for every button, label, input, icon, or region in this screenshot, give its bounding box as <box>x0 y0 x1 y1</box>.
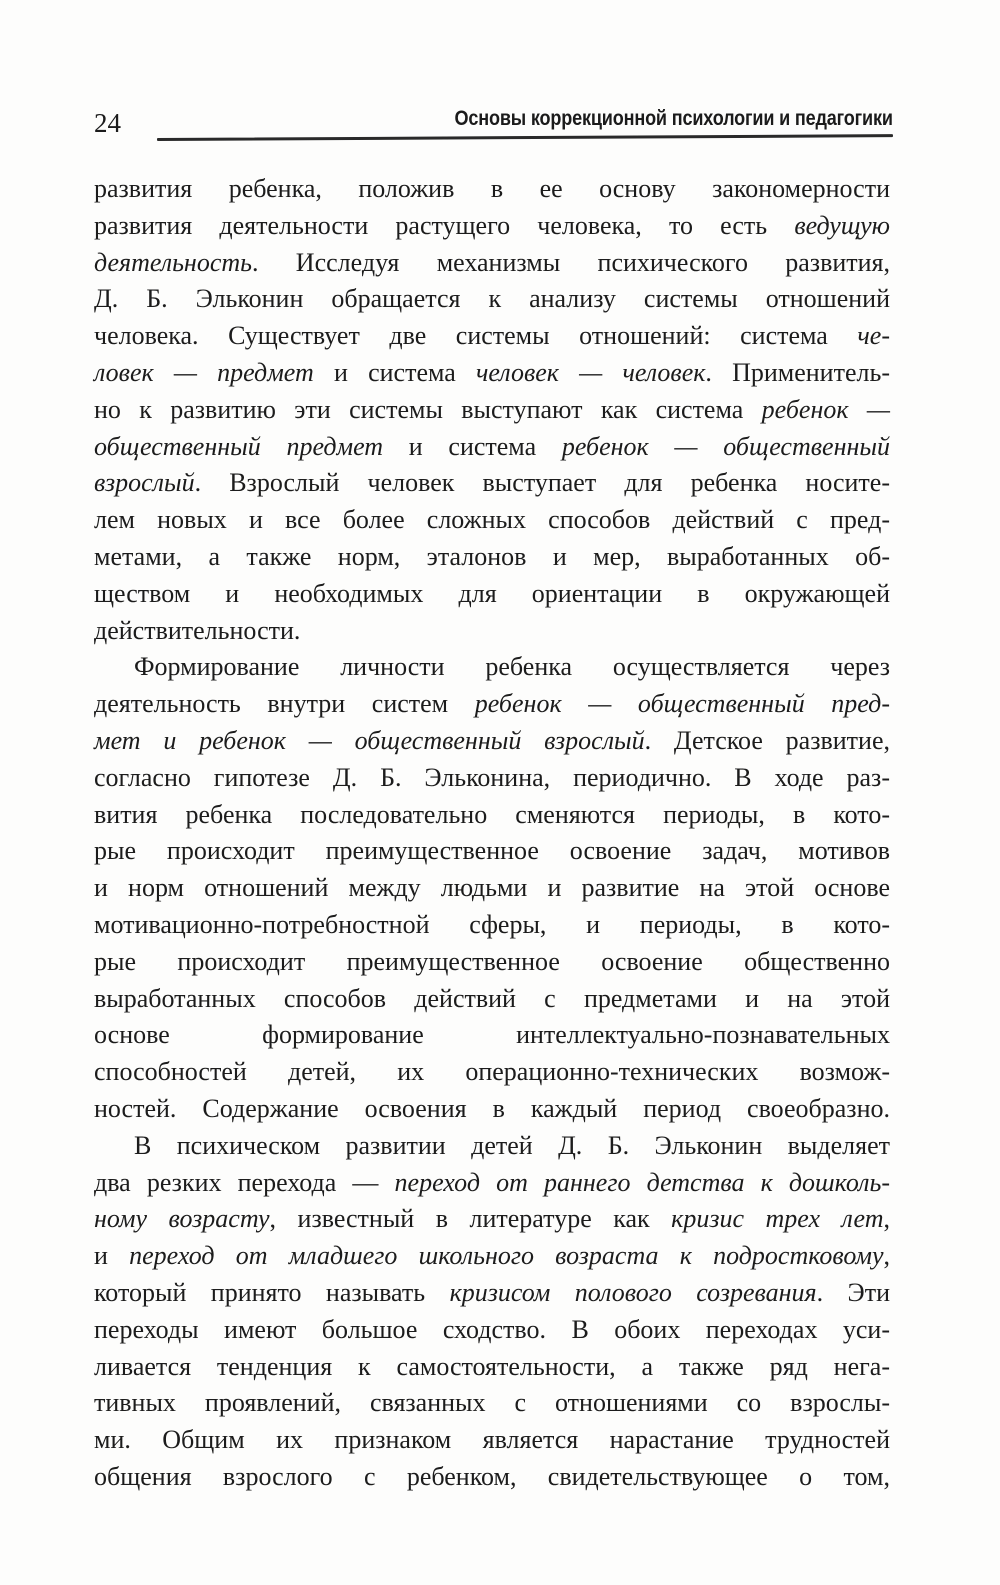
text-line <box>94 870 890 907</box>
text-run: переходы имеют большое сходство. В обоих переходах уси- <box>94 1314 890 1344</box>
text-line <box>94 1275 890 1312</box>
text-run: , <box>883 1204 890 1234</box>
text-line <box>94 1349 890 1386</box>
text-run: вития ребенка последовательно сменяются периоды, в кото- <box>94 799 890 829</box>
paragraph-1 <box>94 171 890 649</box>
text-run: основе формирование интеллектуально-познавательных <box>94 1020 890 1050</box>
text-line <box>94 208 890 245</box>
italic-text-run: ребенок — <box>761 394 891 424</box>
text-run: и система <box>313 357 476 387</box>
text-line <box>94 465 890 502</box>
text-run: лем новых и все более сложных способов действий с пред- <box>94 505 890 535</box>
text-line <box>94 429 890 466</box>
text-run: рые происходит преимущественное освоение общественно <box>94 946 890 976</box>
text-line <box>94 502 890 539</box>
text-line <box>94 1054 890 1091</box>
text-run: но к развитию эти системы выступают как система <box>94 394 762 424</box>
italic-text-run: мет и ребенок — общественный взрослый <box>94 725 645 755</box>
body-text <box>94 171 890 1496</box>
text-line <box>94 1165 890 1202</box>
text-line <box>94 760 890 797</box>
text-run: , известный в литературе как <box>269 1204 672 1234</box>
text-run: мотивационно-потребностной сферы, и периоды, в кото- <box>94 909 890 939</box>
text-run: согласно гипотезе Д. Б. Эльконина, периодично. В ходе раз- <box>94 762 890 792</box>
text-run: тивных проявлений, связанных с отношениями со взрослы- <box>94 1388 890 1418</box>
italic-text-run: ребенок — общественный пред- <box>474 689 890 719</box>
italic-text-run: ному возрасту <box>94 1204 270 1234</box>
italic-text-run: че- <box>857 321 890 351</box>
text-line <box>94 1091 890 1128</box>
text-run: . Детское развитие, <box>644 725 890 755</box>
text-line <box>94 797 890 834</box>
text-line <box>94 171 890 208</box>
italic-text-run: взрослый <box>94 468 195 498</box>
italic-text-run: ведущую <box>794 210 890 240</box>
text-line <box>94 649 890 686</box>
text-run: деятельность внутри систем <box>94 689 475 719</box>
text-line <box>94 318 890 355</box>
text-run: . Применитель- <box>705 357 890 387</box>
italic-text-run: ловек — предмет <box>94 357 314 387</box>
text-line <box>94 907 890 944</box>
text-run: Д. Б. Эльконин обращается к анализу системы отношений <box>94 284 890 314</box>
text-run: рые происходит преимущественное освоение задач, мотивов <box>94 836 890 866</box>
italic-text-run: ребенок — общественный <box>561 431 890 461</box>
text-line <box>94 355 890 392</box>
header-rule <box>157 134 893 141</box>
text-run: два резких перехода — <box>94 1167 395 1197</box>
italic-text-run: человек — человек <box>476 357 706 387</box>
text-line <box>94 1017 890 1054</box>
text-run: , <box>883 1241 890 1271</box>
text-run: развития деятельности растущего человека, то есть <box>94 210 795 240</box>
italic-text-run: деятельность <box>94 247 252 277</box>
text-line <box>94 1128 890 1165</box>
text-run: и <box>94 1241 130 1271</box>
italic-text-run: переход от раннего детства к дошколь- <box>394 1167 891 1197</box>
italic-text-run: кризисом полового созревания <box>449 1277 817 1307</box>
paragraph-2 <box>94 649 890 1127</box>
text-line <box>94 1312 890 1349</box>
text-run: метами, а также норм, эталонов и мер, выработанных об- <box>94 541 890 571</box>
text-line <box>94 833 890 870</box>
text-line <box>94 281 890 318</box>
text-run: и норм отношений между людьми и развитие на этой основе <box>94 873 890 903</box>
text-run: способностей детей, их операционно-технических возмож- <box>94 1057 890 1087</box>
text-run: который принято называть <box>94 1277 450 1307</box>
text-run: выработанных способов действий с предметами и на этой <box>94 983 890 1013</box>
italic-text-run: кризис трех лет <box>671 1204 884 1234</box>
text-line <box>94 1201 890 1238</box>
text-run: развития ребенка, положив в ее основу закономерности <box>94 174 890 203</box>
text-line <box>94 576 890 613</box>
text-line <box>94 686 890 723</box>
text-run: ливается тенденция к самостоятельности, а также ряд нега- <box>94 1351 890 1381</box>
text-run: . Взрослый человек выступает для ребенка носите- <box>194 468 890 498</box>
text-line <box>94 392 890 429</box>
text-line <box>94 245 890 282</box>
italic-text-run: переход от младшего школьного возраста к подростковому <box>129 1241 884 1271</box>
text-line <box>94 981 890 1018</box>
text-run: действительности. <box>94 615 301 645</box>
text-run: ностей. Содержание освоения в каждый период своеобразно. <box>94 1093 890 1123</box>
text-run: Формирование личности ребенка осуществляется через <box>134 652 890 682</box>
text-run: человека. Существует две системы отношений: система <box>94 321 858 351</box>
text-line <box>94 1238 890 1275</box>
text-line <box>94 1422 890 1459</box>
text-line <box>94 944 890 981</box>
text-line <box>94 539 890 576</box>
text-run: В психическом развитии детей Д. Б. Эльконин выделяет <box>134 1130 890 1160</box>
text-run: и система <box>383 431 562 461</box>
text-line <box>94 1385 890 1422</box>
text-run: . Исследуя механизмы психического развития, <box>251 247 890 277</box>
text-run: общения взрослого с ребенком, свидетельствующее о том, <box>94 1461 890 1491</box>
text-run: ществом и необходимых для ориентации в окружающей <box>94 578 890 608</box>
text-line <box>94 1459 890 1496</box>
paragraph-3 <box>94 1128 890 1496</box>
text-line <box>94 613 890 650</box>
page-number: 24 <box>94 108 121 138</box>
text-run: ми. Общим их признаком является нарастание трудностей <box>94 1425 890 1455</box>
text-line <box>94 723 890 760</box>
text-run: . Эти <box>816 1277 890 1307</box>
running-title: Основы коррекционной психологии и педагогики <box>454 106 893 130</box>
italic-text-run: общественный предмет <box>94 431 384 461</box>
